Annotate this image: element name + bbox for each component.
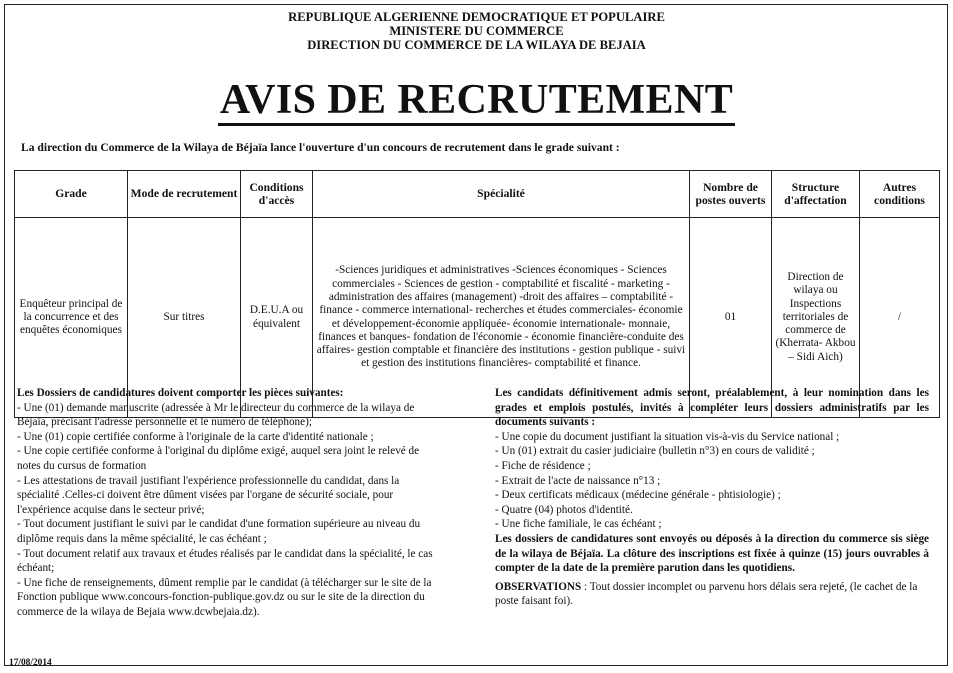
- dossier-item: - Une (01) demande manuscrite (adressée à Mr le directeur du commerce de la wilaya de Béjaïa, précisant l'adresse personnelle et le numéro de téléphone);: [17, 401, 415, 429]
- header-nombre: Nombre de postes ouverts: [690, 171, 772, 218]
- dossier-item: - Tout document relatif aux travaux et études réalisés par le candidat dans la spécialité, le cas échéant;: [17, 547, 433, 575]
- header-ministry: MINISTERE DU COMMERCE: [389, 24, 564, 38]
- cell-nombre: 01: [690, 218, 772, 418]
- cell-autres: /: [860, 218, 940, 418]
- recruitment-table: [14, 170, 940, 418]
- dossier-requirements: [17, 386, 443, 620]
- header-specialite: Spécialité: [313, 171, 690, 218]
- intro-text: La direction du Commerce de la Wilaya de Béjaïa lance l'ouverture d'un concours de recrutement dans le grade suivant :: [21, 141, 620, 154]
- table-header-row: [15, 171, 940, 218]
- cell-specialite: -Sciences juridiques et administratives -Sciences économiques - Sciences commerciales - Sciences de gestion - comptabilité et fiscalité - marketing - administration des affaires (management) -droit des affaires – comptabilité - finance - commerce international- recherches et études commerciales- économie et développement-économie appliquée- économie internationale- monnaie, finances et banques- fondation de l'économie - économie financière-conduite des affaires- gestion comptable et financière des institutions - gestion publique - suivi et gestion des institutions financières- comptabilité et finance.: [313, 218, 690, 418]
- dossier-item: - Les attestations de travail justifiant l'expérience professionnelle du candidat, dans la spécialité .Celles-ci doivent être dûment visées par l'organe de sécurité sociale, pour l'expérience acquise dans le secteur privé;: [17, 474, 400, 516]
- admission-item: - Deux certificats médicaux (médecine générale - phtisiologie) ;: [495, 489, 781, 502]
- header-direction: DIRECTION DU COMMERCE DE LA WILAYA DE BEJAIA: [307, 38, 646, 52]
- observations-label: OBSERVATIONS: [495, 580, 582, 593]
- submission-notice: Les dossiers de candidatures sont envoyés ou déposés à la direction du commerce sis siège de la wilaya de Béjaïa. La clôture des inscriptions est fixée à quinze (15) jours ouvrables à compter de la date de la première parution dans les quotidiens.: [495, 532, 929, 575]
- header-mode: Mode de recrutement: [128, 171, 241, 218]
- publication-date: 17/08/2014: [9, 658, 52, 668]
- document-header: [0, 10, 953, 52]
- cell-structure: Direction de wilaya ou Inspections territoriales de commerce de (Kherrata- Akbou – Sidi Aich): [772, 218, 860, 418]
- header-autres: Autres conditions: [860, 171, 940, 218]
- document-title: [0, 78, 953, 126]
- admission-item: - Une fiche familiale, le cas échéant ;: [495, 518, 662, 531]
- header-republic: REPUBLIQUE ALGERIENNE DEMOCRATIQUE ET POPULAIRE: [288, 10, 665, 24]
- admission-heading: Les candidats définitivement admis seront, préalablement, à leur nomination dans les grades et emplois postulés, invités à compléter leurs dossiers administratifs par les documents suivants :: [495, 387, 929, 429]
- dossier-item: - Une (01) copie certifiée conforme à l'originale de la carte d'identité nationale ;: [17, 430, 374, 443]
- cell-mode: Sur titres: [128, 218, 241, 418]
- dossier-item: - Une copie certifiée conforme à l'original du diplôme exigé, auquel sera joint le relevé de notes du cursus de formation: [17, 445, 420, 472]
- admission-requirements: [495, 386, 929, 609]
- header-grade: Grade: [15, 171, 128, 218]
- dossier-item: - Une fiche de renseignements, dûment remplie par le candidat (à télécharger sur le site de la Fonction publique www.concours-fonction-publique.gov.dz ou sur le site de la direction du commerce de la wilaya de Bejaia www.dcwbejaia.dz).: [17, 576, 432, 618]
- observations-text: : Tout dossier incomplet ou parvenu hors délais sera rejeté, (le cachet de la poste faisant foi).: [495, 580, 918, 608]
- dossier-heading: Les Dossiers de candidatures doivent comporter les pièces suivantes:: [17, 387, 344, 399]
- header-structure: Structure d'affectation: [772, 171, 860, 218]
- dossier-item: - Tout document justifiant le suivi par le candidat d'une formation supérieure au niveau du diplôme requis dans la même spécialité, le cas échéant ;: [17, 518, 421, 545]
- title-text: AVIS DE RECRUTEMENT: [218, 78, 735, 126]
- admission-item: - Un (01) extrait du casier judiciaire (bulletin n°3) en cours de validité ;: [495, 445, 815, 458]
- observations: [495, 580, 929, 609]
- admission-item: - Quatre (04) photos d'identité.: [495, 503, 633, 516]
- cell-grade: Enquêteur principal de la concurrence et des enquêtes économiques: [15, 218, 128, 418]
- admission-item: - Une copie du document justifiant la situation vis-à-vis du Service national ;: [495, 430, 840, 443]
- cell-conditions: D.E.U.A ou équivalent: [241, 218, 313, 418]
- admission-item: - Fiche de résidence ;: [495, 459, 591, 472]
- header-conditions: Conditions d'accès: [241, 171, 313, 218]
- admission-item: - Extrait de l'acte de naissance n°13 ;: [495, 474, 661, 487]
